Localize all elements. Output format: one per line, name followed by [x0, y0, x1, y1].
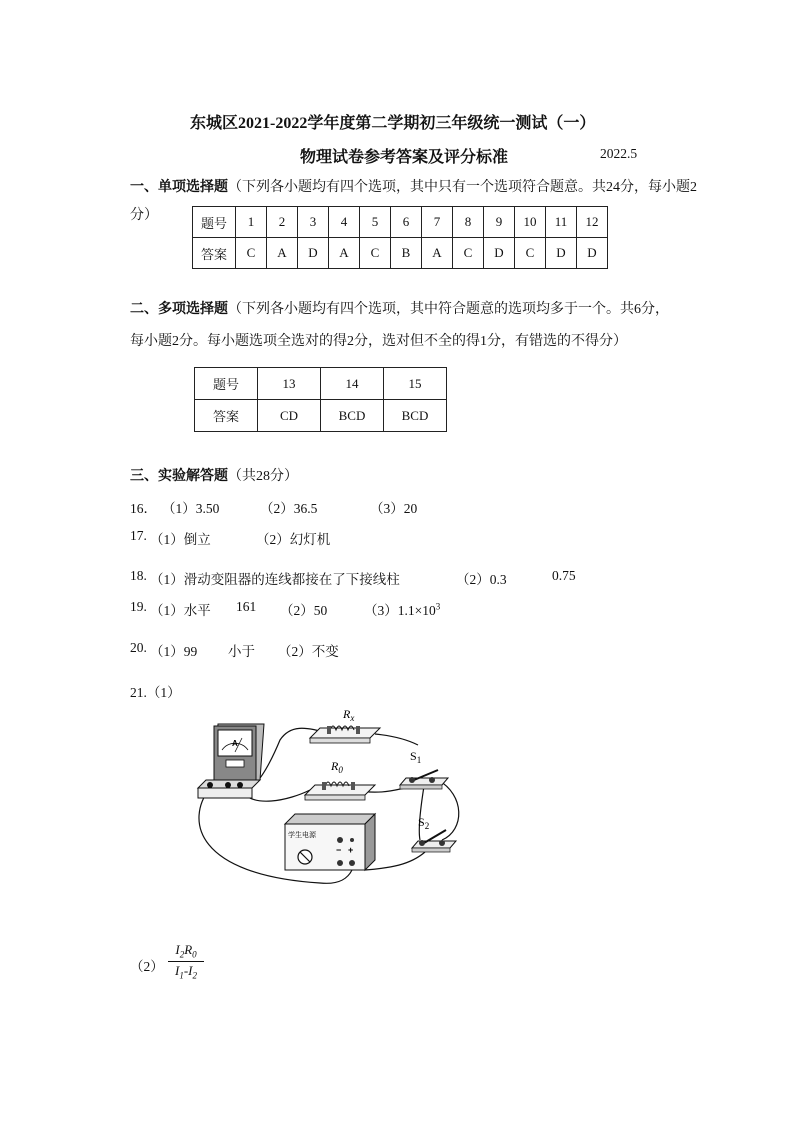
- section1-heading: 一、单项选择题: [130, 180, 228, 195]
- q19-answer-3: [364, 599, 440, 619]
- section1-note-cont: 分）: [130, 208, 158, 223]
- switch-s1: [400, 770, 448, 789]
- q17-number: 17.: [130, 528, 147, 543]
- power-supply: [285, 814, 375, 870]
- table-cell: 10: [515, 207, 546, 238]
- table-row: [195, 368, 447, 400]
- table-cell: 13: [258, 368, 321, 400]
- table-cell: C: [236, 238, 267, 269]
- table-cell: A: [422, 238, 453, 269]
- table-cell: D: [484, 238, 515, 269]
- table-cell: 7: [422, 207, 453, 238]
- r0-label: $R_0$: [331, 759, 343, 775]
- section3-heading: 三、实验解答题: [130, 469, 228, 484]
- q19-answer-3-base: （3）1.1×10: [364, 603, 436, 618]
- circuit-diagram: [180, 700, 470, 890]
- q20-answer-1b: 小于: [228, 644, 255, 659]
- table-cell: 11: [546, 207, 577, 238]
- q18-answer-1: （1）滑动变阻器的连线都接在了下接线柱: [150, 572, 400, 587]
- q21-formula: [168, 942, 204, 980]
- table-cell: 5: [360, 207, 391, 238]
- q19-answer-3-exponent: 3: [435, 601, 441, 612]
- ammeter-letter: A: [232, 739, 238, 748]
- q18-number: 18.: [130, 568, 147, 583]
- rx-label: $R_x$: [343, 707, 355, 723]
- table-cell: 9: [484, 207, 515, 238]
- table-cell: C: [515, 238, 546, 269]
- q16-number: 16．: [130, 501, 157, 516]
- q19-answer-1b: 161: [236, 599, 257, 614]
- exam-date: 2022.5: [600, 146, 638, 161]
- table-cell: 6: [391, 207, 422, 238]
- table-row-label: 题号: [195, 368, 258, 400]
- section1-note: （下列各小题均有四个选项，其中只有一个选项符合题意。共24分，每小题2: [228, 180, 697, 195]
- section3-note: （共28分）: [228, 469, 298, 484]
- table-row-label: 答案: [193, 238, 236, 269]
- table-cell: 14: [321, 368, 384, 400]
- table-cell: D: [546, 238, 577, 269]
- s2-label: $S_2$: [418, 815, 430, 831]
- q18-answer-3: 0.75: [552, 568, 576, 583]
- q17-answer-2: （2）幻灯机: [256, 532, 331, 547]
- section2-note-cont: 每小题2分。每小题选项全选对的得2分，选对但不全的得1分，有错选的不得分）: [130, 334, 627, 349]
- svg-text:+: +: [348, 845, 354, 855]
- q20-answer-1: （1）99: [150, 644, 198, 659]
- table-cell: D: [298, 238, 329, 269]
- table-cell: 12: [577, 207, 608, 238]
- section2-heading: 二、多项选择题: [130, 302, 228, 317]
- section2-answer-table: [194, 367, 447, 432]
- resistor-rx: [310, 726, 380, 743]
- q20-number: 20.: [130, 640, 147, 655]
- table-row: [193, 238, 608, 269]
- section2-heading-line: [130, 298, 669, 318]
- table-row: [195, 400, 447, 432]
- table-cell: 3: [298, 207, 329, 238]
- table-cell: BCD: [321, 400, 384, 432]
- table-cell: A: [329, 238, 360, 269]
- table-cell: A: [267, 238, 298, 269]
- formula-denominator: $I_1-I_2$: [174, 962, 198, 981]
- table-cell: B: [391, 238, 422, 269]
- section2-note: （下列各小题均有四个选项，其中符合题意的选项均多于一个。共6分，: [228, 302, 669, 317]
- page-subtitle: 物理试卷参考答案及评分标准: [300, 149, 509, 166]
- table-row-label: 答案: [195, 400, 258, 432]
- q16-answer-1: （1）3.50: [162, 501, 220, 516]
- resistor-r0: [305, 782, 375, 800]
- q20-answer-2: （2）不变: [278, 644, 339, 659]
- table-row: [193, 207, 608, 238]
- q16-answer-2: （2）36.5: [260, 501, 318, 516]
- table-cell: BCD: [384, 400, 447, 432]
- table-cell: C: [453, 238, 484, 269]
- q16-answer-3: （3）20: [370, 501, 418, 516]
- power-supply-label: 学生电源: [288, 831, 316, 839]
- section3-heading-line: [130, 465, 298, 485]
- svg-text:−: −: [336, 845, 342, 855]
- q19-number: 19.: [130, 599, 147, 614]
- q17-answer-1: （1）倒立: [150, 532, 211, 547]
- q21-part2-label: （2）: [130, 959, 164, 974]
- switch-s2: [412, 830, 456, 852]
- page-title: 东城区2021-2022学年度第二学期初三年级统一测试（一）: [190, 115, 596, 132]
- section1-heading-line: [130, 176, 697, 196]
- section1-answer-table: [192, 206, 608, 269]
- q18-answer-2: （2）0.3: [456, 572, 507, 587]
- table-row-label: 题号: [193, 207, 236, 238]
- table-cell: D: [577, 238, 608, 269]
- q19-answer-2: （2）50: [280, 603, 328, 618]
- table-cell: 15: [384, 368, 447, 400]
- table-cell: 4: [329, 207, 360, 238]
- q19-answer-1: （1）水平: [150, 603, 211, 618]
- formula-numerator: $I_2R_0$: [175, 942, 197, 960]
- table-cell: 1: [236, 207, 267, 238]
- fraction-bar: [168, 961, 204, 962]
- s1-label: $S_1$: [410, 749, 422, 765]
- ammeter: [198, 724, 264, 798]
- table-cell: C: [360, 238, 391, 269]
- q21-number: 21.（1）: [130, 685, 181, 700]
- table-cell: 8: [453, 207, 484, 238]
- table-cell: CD: [258, 400, 321, 432]
- table-cell: 2: [267, 207, 298, 238]
